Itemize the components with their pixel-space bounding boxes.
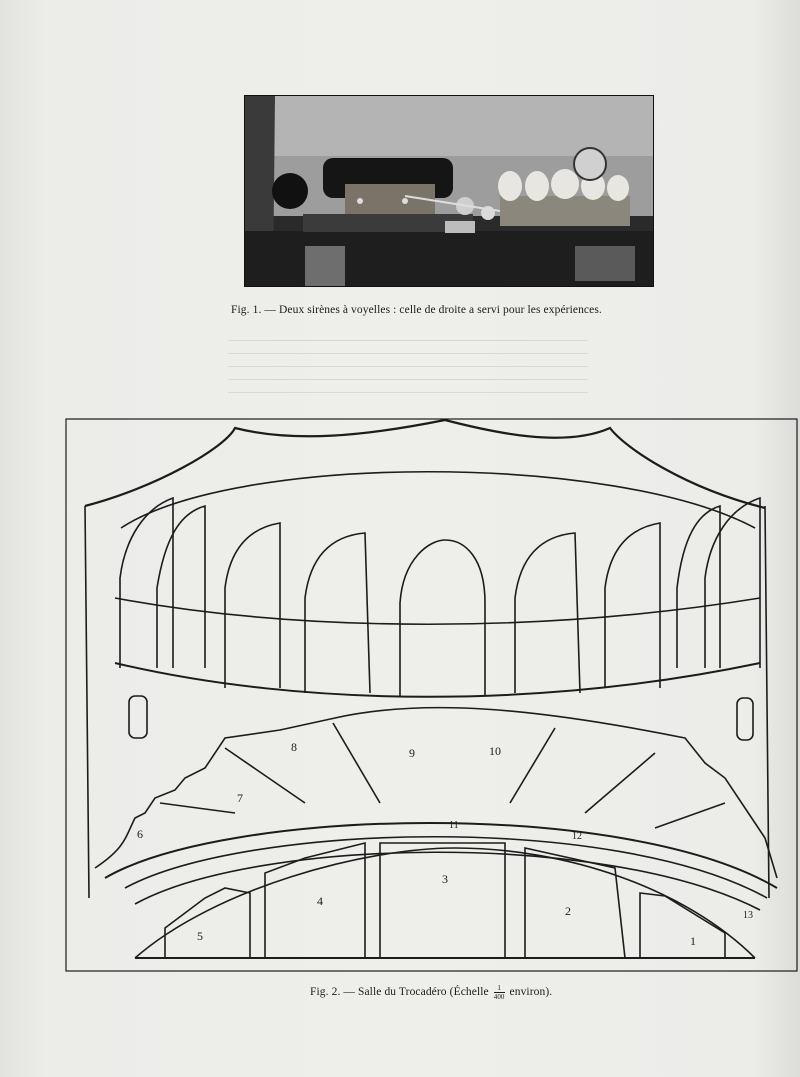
label-13: 13	[743, 910, 753, 921]
arcade-arches	[120, 498, 760, 696]
label-2: 2	[565, 904, 571, 918]
label-12: 12	[572, 831, 582, 842]
figure-1-caption-label: Fig. 1.	[231, 304, 262, 316]
dome-outline	[85, 420, 765, 508]
tier-dividers	[160, 723, 725, 828]
figure-2-caption-text: — Salle du Trocadéro (Échelle	[343, 986, 489, 999]
scale-numerator: 1	[494, 984, 505, 993]
block-1	[640, 893, 725, 958]
section-numbers	[137, 740, 753, 948]
ring-line-upper	[115, 598, 760, 624]
balcony-mid	[125, 837, 767, 898]
inner-dome-line	[121, 472, 755, 528]
figure-1-caption-text: — Deux sirènes à voyelles : celle de droite a servi pour les expériences.	[264, 304, 602, 316]
label-1: 1	[690, 934, 696, 948]
label-3: 3	[442, 872, 448, 886]
ring-line-lower	[115, 663, 760, 697]
scale-denominator: 400	[493, 993, 505, 1001]
window-left	[129, 696, 147, 738]
figure-2-drawing	[65, 418, 798, 972]
trocadero-hall-section	[65, 418, 798, 972]
label-6: 6	[137, 827, 143, 841]
scale-fraction	[494, 984, 505, 1001]
label-7: 7	[237, 791, 243, 805]
block-2	[525, 848, 625, 958]
sirens-photo-illustration	[245, 96, 653, 286]
window-right	[737, 698, 753, 740]
label-5: 5	[197, 929, 203, 943]
block-3	[380, 843, 505, 958]
label-9: 9	[409, 746, 415, 760]
figure-2-caption	[310, 984, 552, 1001]
figure-1-photograph	[244, 95, 654, 287]
figure-2-caption-label: Fig. 2.	[310, 986, 341, 999]
label-4: 4	[317, 894, 323, 908]
floor-arc	[135, 848, 755, 958]
figure-1-caption	[231, 304, 602, 316]
side-walls	[85, 506, 769, 898]
label-8: 8	[291, 740, 297, 754]
label-10: 10	[489, 744, 501, 758]
block-5	[165, 888, 250, 958]
figure-2-caption-end: environ).	[509, 986, 553, 999]
label-11: 11	[449, 820, 459, 831]
bleed-through-text	[228, 340, 588, 405]
